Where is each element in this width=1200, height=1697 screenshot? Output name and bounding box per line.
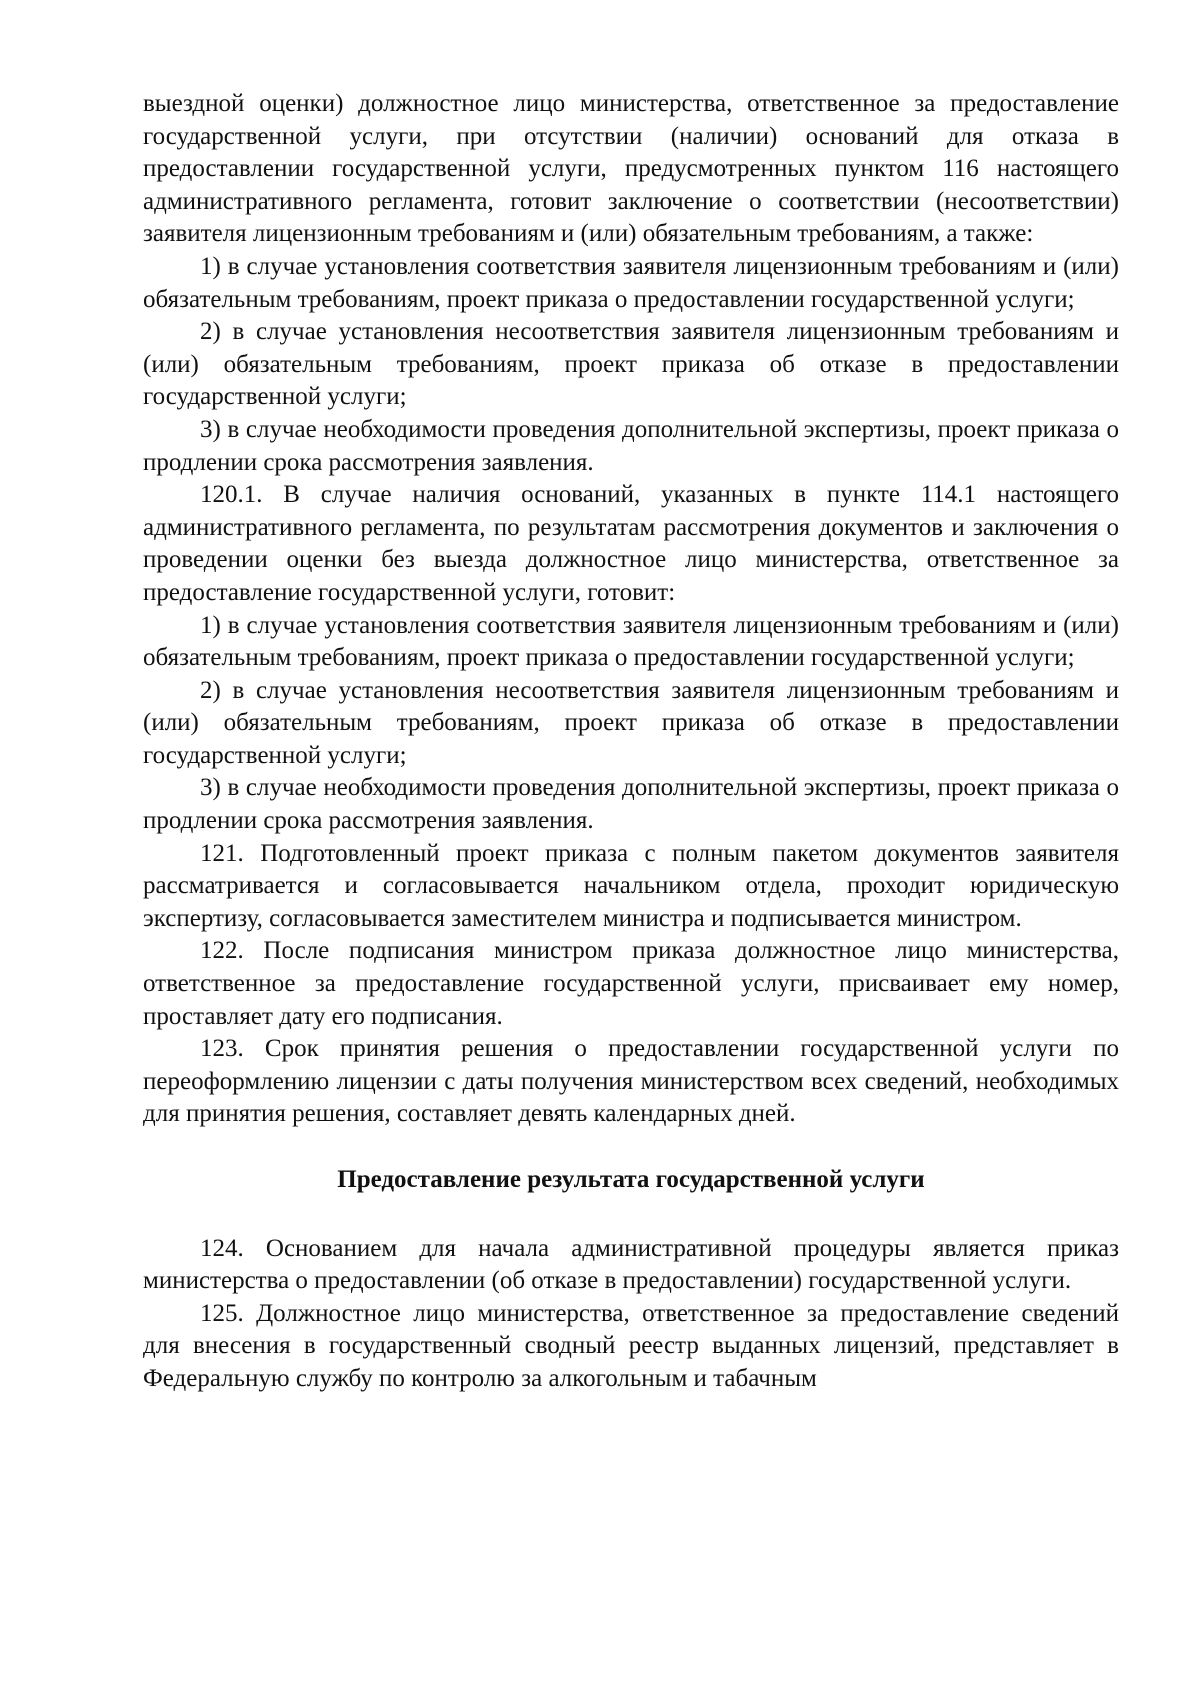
list-item-1: 1) в случае установления соответствия заявителя лицензионным требованиям и (или) обязательным требованиям, проект приказа о предоставлении государственной услуги; [143,252,1119,313]
list-item-1: 1) в случае установления соответствия заявителя лицензионным требованиям и (или) обязательным требованиям, проект приказа о предоставлении государственной услуги; [143,611,1119,672]
paragraph-continuation: выездной оценки) должностное лицо министерства, ответственное за предоставление государственной услуги, при отсутствии (наличии) оснований для отказа в предоставлении государственной услуги, предусмотренных пунктом 116 настоящего административного регламента, готовит заключение о соответствии (несоответствии) заявителя лицензионным требованиям и (или) обязательным требованиям, а также: [143,90,1119,248]
list-item-2: 2) в случае установления несоответствия заявителя лицензионным требованиям и (или) обязательным требованиям, проект приказа об отказе в предоставлении государственной услуги; [143,676,1119,769]
paragraph-123: 123. Срок принятия решения о предоставлении государственной услуги по переоформлению лицензии с даты получения министерством всех сведений, необходимых для принятия решения, составляет девять календарных дней. [143,1035,1119,1128]
list-item-3: 3) в случае необходимости проведения дополнительной экспертизы, проект приказа о продлении срока рассмотрения заявления. [143,774,1119,835]
list-item-2: 2) в случае установления несоответствия заявителя лицензионным требованиям и (или) обязательным требованиям, проект приказа об отказе в предоставлении государственной услуги; [143,318,1119,411]
paragraph-120-1: 120.1. В случае наличия оснований, указанных в пункте 114.1 настоящего административного регламента, по результатам рассмотрения документов и заключения о проведении оценки без выезда должностное лицо министерства, ответственное за предоставление государственной услуги, готовит: [143,481,1119,606]
document-body [143,88,1119,1396]
paragraph-124: 124. Основанием для начала административной процедуры является приказ министерства о предоставлении (об отказе в предоставлении) государственной услуги. [143,1234,1119,1295]
paragraph-125: 125. Должностное лицо министерства, ответственное за предоставление сведений для внесения в государственный сводный реестр выданных лицензий, представляет в Федеральную службу по контролю за алкогольным и табачным [143,1299,1119,1392]
section-heading: Предоставление результата государственной услуги [337,1166,925,1193]
paragraph-121: 121. Подготовленный проект приказа с полным пакетом документов заявителя рассматривается и согласовывается начальником отдела, проходит юридическую экспертизу, согласовывается заместителем министра и подписывается министром. [143,839,1119,932]
list-item-3: 3) в случае необходимости проведения дополнительной экспертизы, проект приказа о продлении срока рассмотрения заявления. [143,415,1119,476]
paragraph-122: 122. После подписания министром приказа должностное лицо министерства, ответственное за предоставление государственной услуги, присваивает ему номер, проставляет дату его подписания. [143,937,1119,1030]
